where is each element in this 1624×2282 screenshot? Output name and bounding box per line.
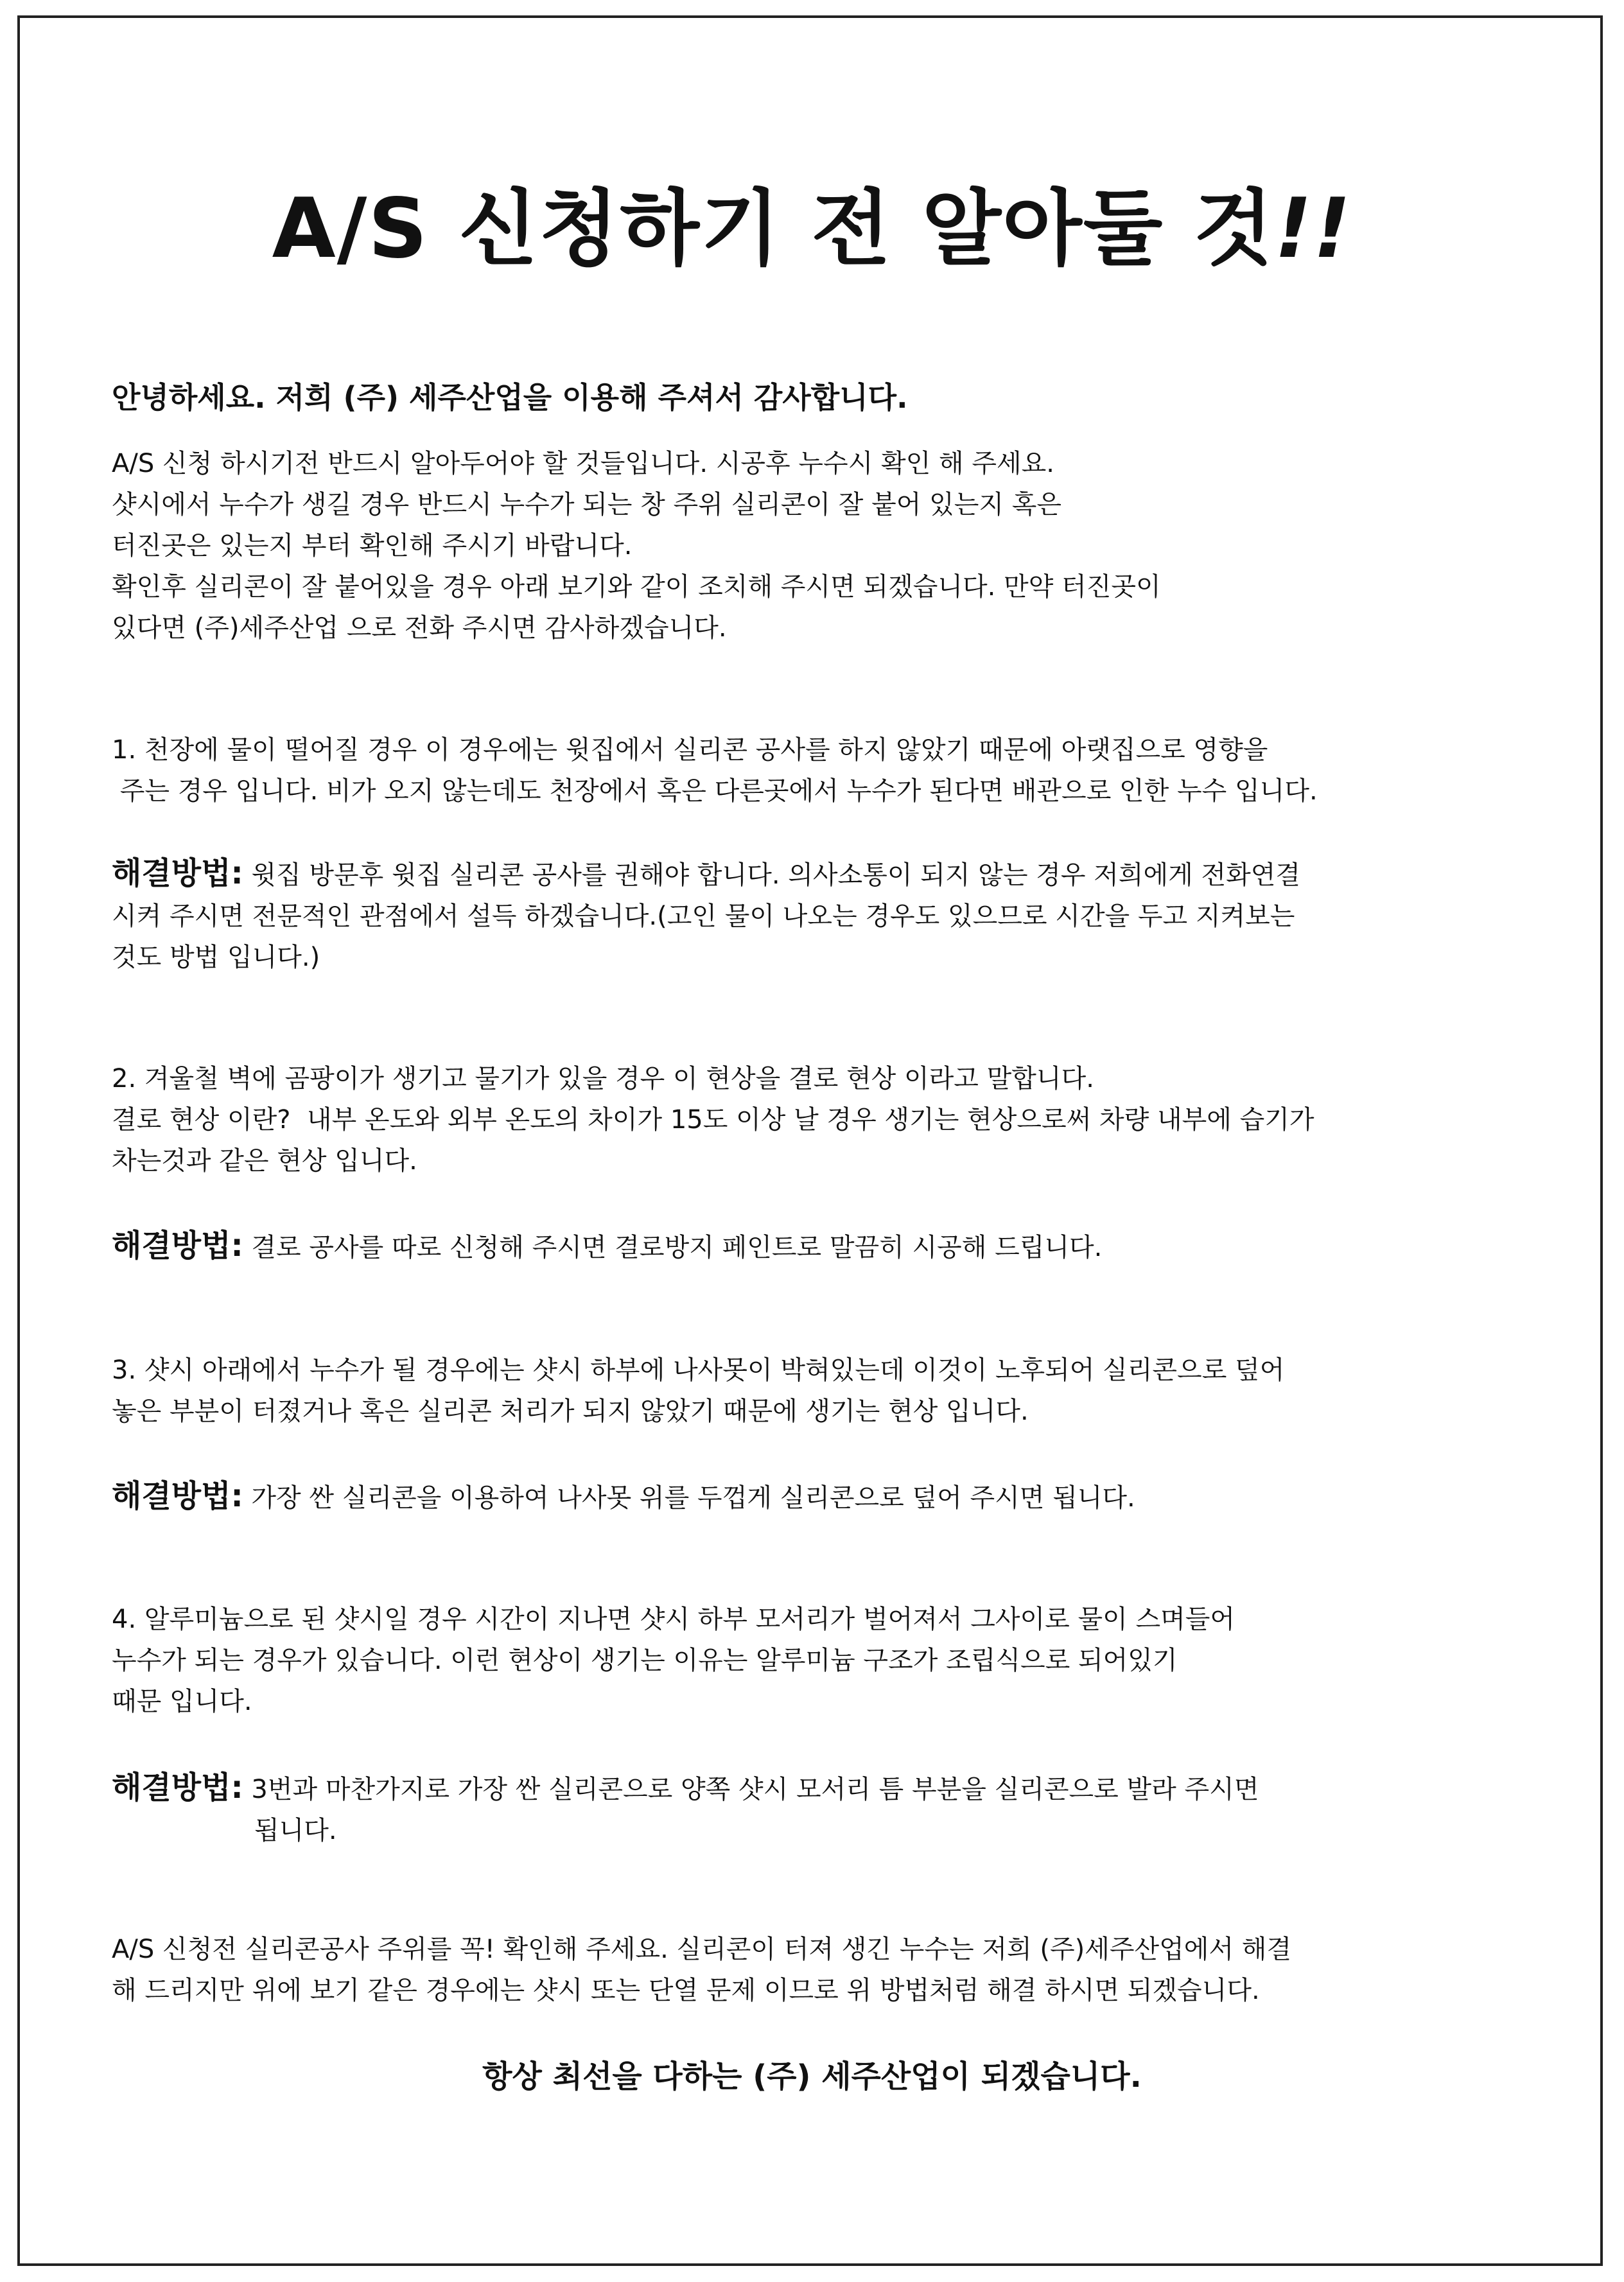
section-3-line: 3. 샷시 아래에서 누수가 될 경우에는 샷시 하부에 나사못이 박혀있는데 이것이 노후되어 실리콘으로 덮어	[112, 1355, 1285, 1385]
intro-line: A/S 신청 하시기전 반드시 알아두어야 할 것들입니다. 시공후 누수시 확인 해 주세요.	[112, 449, 1055, 478]
note-line: 해 드리지만 위에 보기 같은 경우에는 샷시 또는 단열 문제 이므로 위 방법처럼 해결 하시면 되겠습니다.	[112, 1976, 1260, 2005]
solution-text: 시켜 주시면 전문적인 관점에서 설득 하겠습니다.(고인 물이 나오는 경우도 있으므로 시간을 두고 지켜보는	[112, 901, 1295, 931]
section-2	[112, 1058, 1496, 1181]
document-title	[0, 180, 1624, 279]
solution-text: 윗집 방문후 윗집 실리콘 공사를 권해야 합니다. 의사소통이 되지 않는 경우 저희에게 전화연결	[251, 860, 1301, 890]
solution-text: 결로 공사를 따로 신청해 주시면 결로방지 페인트로 말끔히 시공해 드립니다.	[251, 1233, 1103, 1262]
final-note	[112, 1929, 1496, 2011]
solution-label: 해결방법:	[112, 1478, 243, 1514]
section-1-line: 1. 천장에 물이 떨어질 경우 이 경우에는 윗집에서 실리콘 공사를 하지 않았기 때문에 아랫집으로 영향을	[112, 735, 1268, 765]
section-2-line: 결로 현상 이란? 내부 온도와 외부 온도의 차이가 15도 이상 날 경우 생기는 현상으로써 차량 내부에 습기가	[112, 1105, 1314, 1135]
section-1-solution	[112, 853, 1496, 978]
section-3	[112, 1350, 1496, 1432]
intro-paragraph	[112, 443, 1496, 649]
section-2-line: 차는것과 같은 현상 입니다.	[112, 1146, 417, 1176]
closing-statement: 항상 최선을 다하는 (주) 세주산업이 되겠습니다.	[482, 2059, 1142, 2095]
section-4-line: 4. 알루미늄으로 된 샷시일 경우 시간이 지나면 샷시 하부 모서리가 벌어져서 그사이로 물이 스며들어	[112, 1605, 1235, 1634]
section-3-solution	[112, 1476, 1496, 1519]
solution-text: 것도 방법 입니다.)	[112, 943, 320, 972]
intro-line: 터진곳은 있는지 부터 확인해 주시기 바랍니다.	[112, 531, 633, 561]
section-4-line: 때문 입니다.	[112, 1687, 252, 1716]
solution-label: 해결방법:	[112, 855, 243, 891]
greeting: 안녕하세요. 저희 (주) 세주산업을 이용해 주셔서 감사합니다.	[112, 380, 908, 415]
section-2-line: 2. 겨울철 벽에 곰팡이가 생기고 물기가 있을 경우 이 현상을 결로 현상 이라고 말합니다.	[112, 1064, 1094, 1093]
section-3-line: 놓은 부분이 터졌거나 혹은 실리콘 처리가 되지 않았기 때문에 생기는 현상 입니다.	[112, 1397, 1029, 1426]
section-4-solution	[112, 1767, 1496, 1851]
solution-label: 해결방법:	[112, 1770, 243, 1806]
section-4-line: 누수가 되는 경우가 있습니다. 이런 현상이 생기는 이유는 알루미늄 구조가 조립식으로 되어있기	[112, 1646, 1178, 1675]
title-exclamation: !!	[1274, 181, 1352, 277]
section-1	[112, 729, 1496, 812]
intro-line: 샷시에서 누수가 생길 경우 반드시 누수가 되는 창 주위 실리콘이 잘 붙어 있는지 혹은	[112, 490, 1062, 519]
section-2-solution	[112, 1225, 1496, 1268]
solution-label: 해결방법:	[112, 1228, 243, 1264]
section-4	[112, 1599, 1496, 1722]
solution-text: 가장 싼 실리콘을 이용하여 나사못 위를 두껍게 실리콘으로 덮어 주시면 됩니다.	[251, 1483, 1135, 1513]
solution-text: 3번과 마찬가지로 가장 싼 실리콘으로 양쪽 샷시 모서리 틈 부분을 실리콘으로 발라 주시면	[251, 1775, 1259, 1804]
intro-line: 있다면 (주)세주산업 으로 전화 주시면 감사하겠습니다.	[112, 613, 727, 643]
section-1-line: 주는 경우 입니다. 비가 오지 않는데도 천장에서 혹은 다른곳에서 누수가 된다면 배관으로 인한 누수 입니다.	[112, 776, 1318, 806]
note-line: A/S 신청전 실리콘공사 주위를 꼭! 확인해 주세요. 실리콘이 터져 생긴 누수는 저희 (주)세주산업에서 해결	[112, 1935, 1292, 1964]
title-text: A/S 신청하기 전 알아둘 것	[272, 181, 1275, 277]
intro-line: 확인후 실리콘이 잘 붙어있을 경우 아래 보기와 같이 조치해 주시면 되겠습니다. 만약 터진곳이	[112, 572, 1161, 602]
solution-text: 됩니다.	[254, 1816, 337, 1845]
